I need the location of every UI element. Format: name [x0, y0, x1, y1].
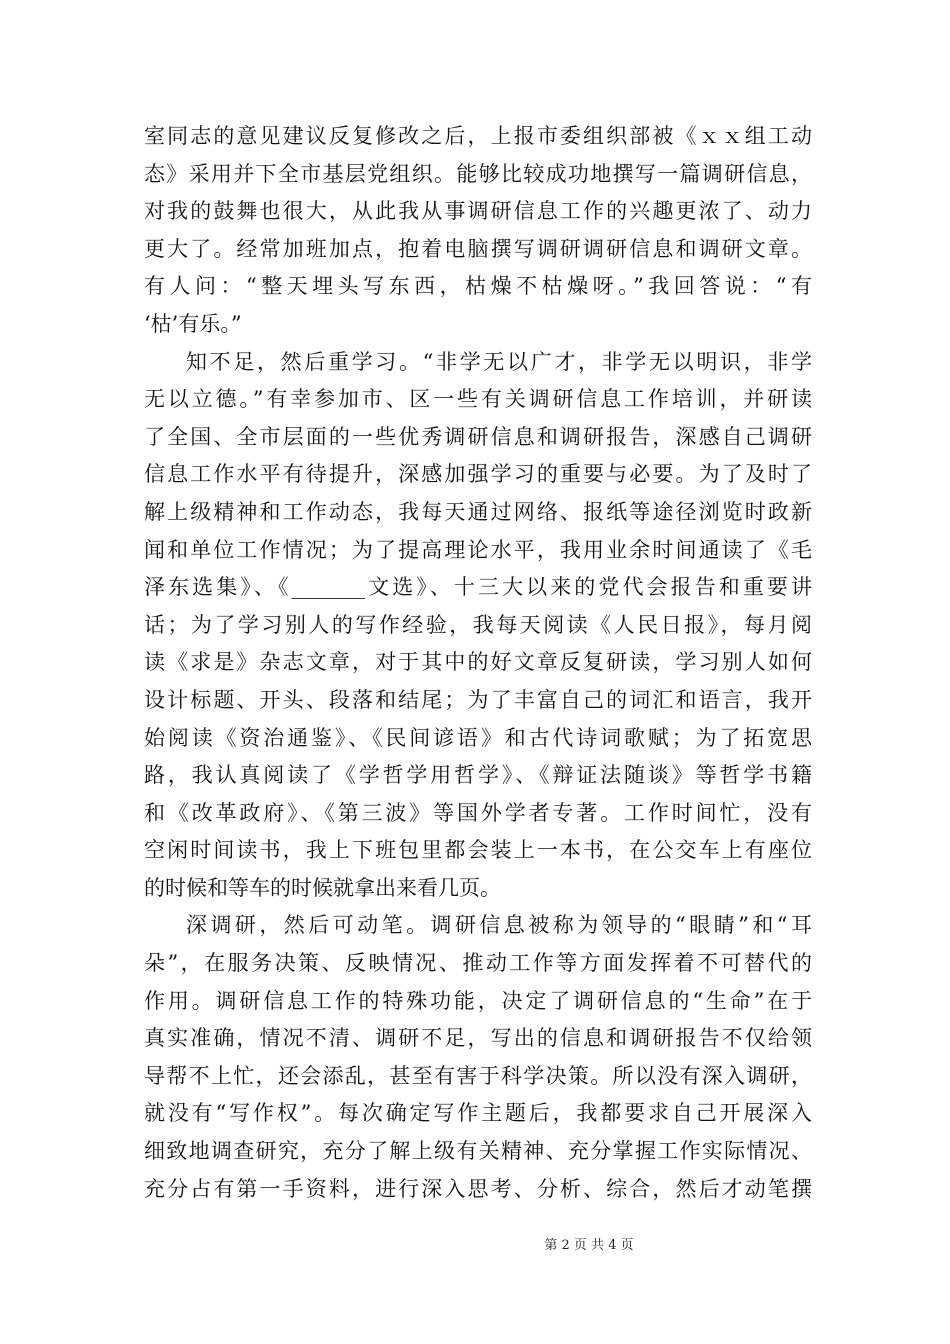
text-line: 空闲时间读书，我上下班包里都会装上一本书，在公交车上有座位: [144, 838, 812, 863]
text-line: 作用。调研信息工作的特殊功能，决定了调研信息的“生命”在于: [144, 988, 812, 1013]
document-body: [144, 118, 812, 1208]
text-line: 话；为了学习别人的写作经验，我每天阅读《人民日报》，每月阅: [144, 612, 812, 637]
text-line: 朵”，在服务决策、反映情况、推动工作等方面发挥着不可替代的: [144, 951, 812, 976]
text-line: 充分占有第一手资料，进行深入思考、分析、综合，然后才动笔撰: [144, 1176, 812, 1201]
page-footer: 第 2 页 共 4 页: [544, 1238, 634, 1253]
text-line: 路，我认真阅读了《学哲学用哲学》、《辩证法随谈》等哲学书籍: [144, 763, 812, 788]
text-line: 更大了。经常加班加点，抱着电脑撰写调研调研信息和调研文章。: [144, 236, 812, 261]
text-line: 和《改革政府》、《第三波》等国外学者专著。工作时间忙，没有: [144, 800, 812, 825]
text-line: 始阅读《资治通鉴》、《民间谚语》和古代诗词歌赋；为了拓宽思: [144, 725, 812, 750]
text-line: 就没有“写作权”。每次确定写作主题后，我都要求自己开展深入: [144, 1101, 812, 1126]
text-line: 设计标题、开头、段落和结尾；为了丰富自己的词汇和语言，我开: [144, 687, 812, 712]
text-line: 无以立德。”有幸参加市、区一些有关调研信息工作培训，并研读: [144, 387, 812, 412]
text-line: 闻和单位工作情况；为了提高理论水平，我用业余时间通读了《毛: [144, 537, 812, 562]
text-line: 室同志的意见建议反复修改之后，上报市委组织部被《ｘｘ组工动: [144, 124, 812, 148]
paragraph-3: [144, 907, 812, 1208]
text-line: ‘枯’有乐。”: [144, 311, 242, 336]
text-line: 态》采用并下全市基层党组织。能够比较成功地撰写一篇调研信息，: [144, 161, 812, 186]
text-line: 的时候和等车的时候就拿出来看几页。: [144, 875, 501, 900]
text-line: 了全国、全市层面的一些优秀调研信息和调研报告，深感自己调研: [144, 424, 812, 449]
text-line: 对我的鼓舞也很大，从此我从事调研信息工作的兴趣更浓了、动力: [144, 199, 812, 224]
text-line: 导帮不上忙，还会添乱，甚至有害于科学决策。所以没有深入调研，: [144, 1063, 812, 1088]
paragraph-1: [144, 118, 812, 344]
text-line: 知不足，然后重学习。“非学无以广才，非学无以明识，非学: [186, 349, 812, 374]
text-line: 解上级精神和工作动态，我每天通过网络、报纸等途径浏览时政新: [144, 499, 812, 524]
text-line: 深调研，然后可动笔。调研信息被称为领导的“眼睛”和“耳: [186, 913, 812, 938]
text-line: 真实准确，情况不清、调研不足，写出的信息和调研报告不仅给领: [144, 1026, 812, 1051]
text-line: 读《求是》杂志文章，对于其中的好文章反复研读，学习别人如何: [144, 650, 812, 675]
paragraph-2: [144, 344, 812, 908]
text-line: 有人问：“整天埋头写东西，枯燥不枯燥呀。”我回答说：“有: [144, 274, 812, 299]
text-line: 信息工作水平有待提升，深感加强学习的重要与必要。为了及时了: [144, 462, 812, 487]
text-line: 细致地调查研究，充分了解上级有关精神、充分掌握工作实际情况、: [144, 1139, 812, 1164]
text-line: 泽东选集》、《_______文选》、十三大以来的党代会报告和重要讲: [144, 575, 812, 600]
